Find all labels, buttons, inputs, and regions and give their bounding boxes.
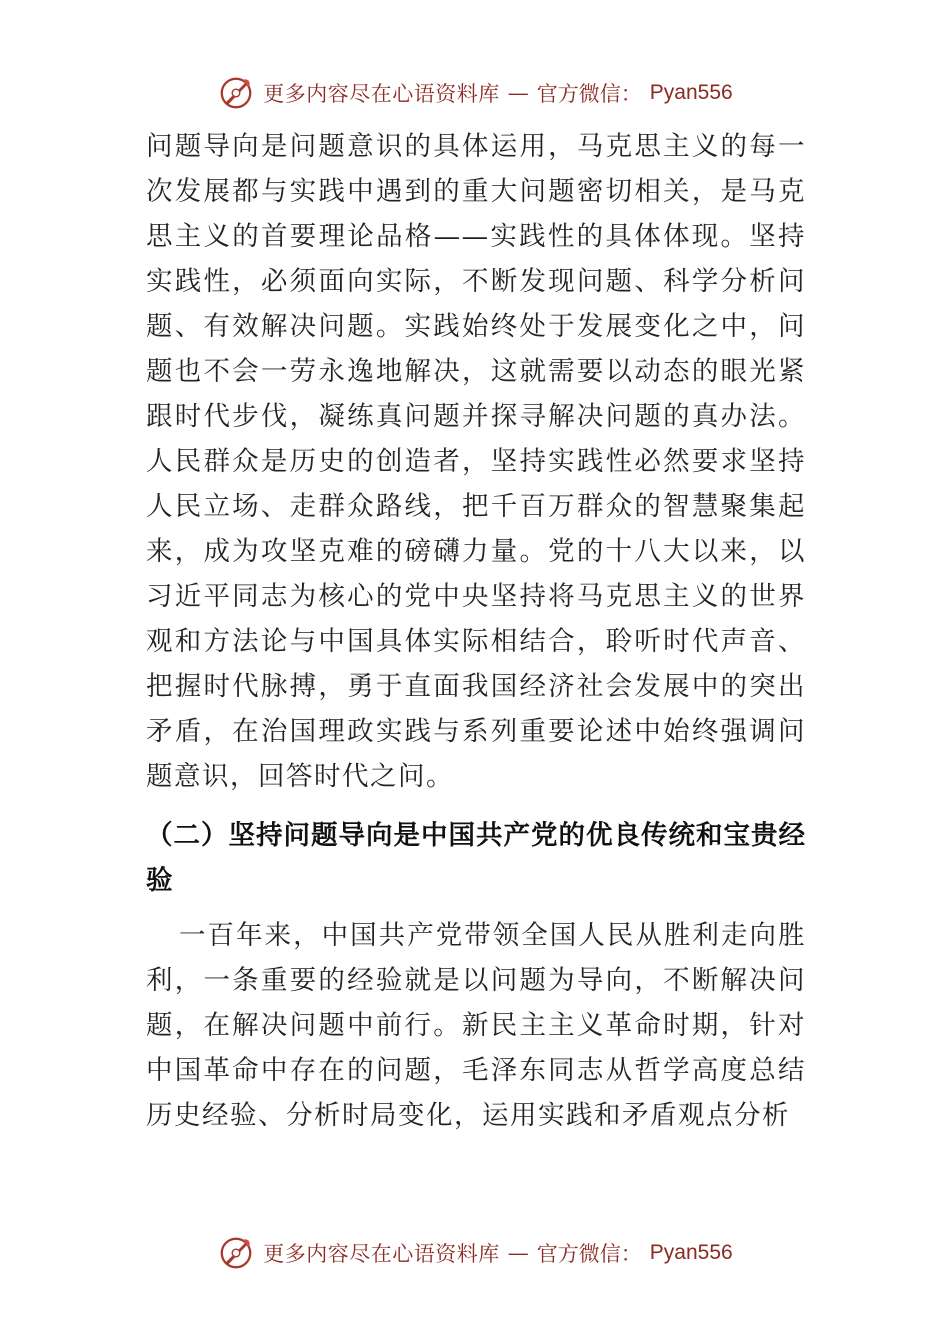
section-heading-2: （二）坚持问题导向是中国共产党的优良传统和宝贵经验 [146,820,806,896]
footer-banner-text: 更多内容尽在心语资料库 [263,1242,500,1266]
footer-banner-dash: — [507,1241,529,1265]
header-wechat-id: Pyan556 [649,81,733,104]
header-wechat-label: 官方微信： [536,82,642,106]
body-paragraph-2: 一百年来，中国共产党带领全国人民从胜利走向胜利，一条重要的经验就是以问题为导向，不断解决问题，在解决问题中前行。新民主主义革命时期，针对中国革命中存在的问题，毛泽东同志从哲学高度总结历史经验、分析时局变化，运用实践和矛盾观点分析 [146,920,806,1131]
header-banner-dash: — [507,81,529,105]
footer-wechat-id: Pyan556 [649,1241,733,1264]
footer-banner [0,1230,950,1276]
pen-quill-logo-icon [217,74,255,112]
body-paragraph-1: 问题导向是问题意识的具体运用，马克思主义的每一次发展都与实践中遇到的重大问题密切相关，是马克思主义的首要理论品格——实践性的具体体现。坚持实践性，必须面向实际，不断发现问题、科学分析问题、有效解决问题。实践始终处于发展变化之中，问题也不会一劳永逸地解决，这就需要以动态的眼光紧跟时代步伐，凝练真问题并探寻解决问题的真办法。人民群众是历史的创造者，坚持实践性必然要求坚持人民立场、走群众路线，把千百万群众的智慧聚集起来，成为攻坚克难的磅礴力量。党的十八大以来，以习近平同志为核心的党中央坚持将马克思主义的世界观和方法论与中国具体实际相结合，聆听时代声音、把握时代脉搏，勇于直面我国经济社会发展中的突出矛盾，在治国理政实践与系列重要论述中始终强调问题意识，回答时代之问。 [146,131,806,792]
footer-wechat-label: 官方微信： [536,1242,642,1266]
header-banner-text: 更多内容尽在心语资料库 [263,82,500,106]
document-body [146,124,806,1138]
pen-quill-logo-icon [217,1234,255,1272]
header-banner [0,70,950,116]
